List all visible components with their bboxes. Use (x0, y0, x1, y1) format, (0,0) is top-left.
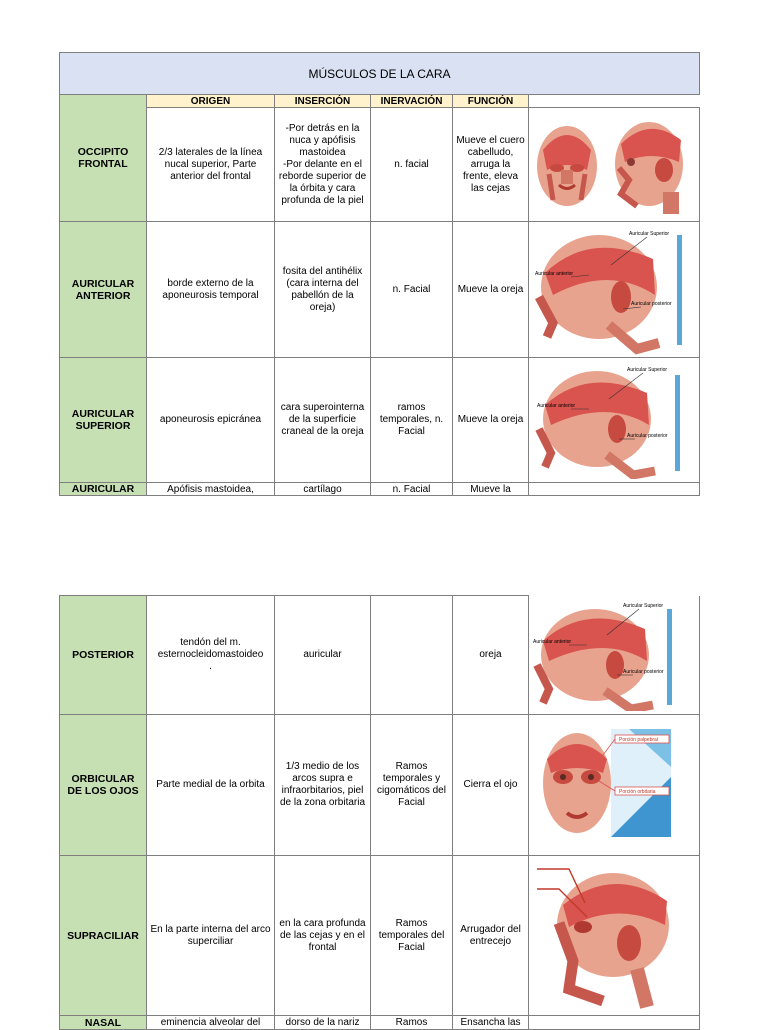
face-muscles-illustration (529, 110, 694, 220)
cell-inervacion (371, 596, 453, 715)
cell-insercion: dorso de la nariz (275, 1016, 371, 1030)
label-auricular-anterior: Auricular anterior (533, 638, 572, 645)
cell-origen: aponeurosis epicránea (147, 358, 275, 483)
muscle-name-supraciliar: SUPRACILIAR (60, 856, 147, 1016)
header-insercion: INSERCIÓN (275, 95, 371, 108)
cell-funcion: Mueve la oreja (453, 358, 529, 483)
label-auricular-superior: Auricular Superior (623, 602, 664, 609)
label-auricular-posterior: Auricular posterior (627, 433, 668, 439)
cell-inervacion: n. Facial (371, 483, 453, 496)
muscle-name-auricular-cut: AURICULAR (60, 483, 147, 496)
head-auricular-illustration (529, 225, 694, 355)
cell-funcion: Cierra el ojo (453, 715, 529, 856)
figure-empty-cell (529, 483, 700, 496)
cell-insercion: 1/3 medio de los arcos supra e infraorbitarios, piel de la zona orbitaria (275, 715, 371, 856)
muscle-table-top (59, 52, 700, 496)
cell-funcion: Mueve la (453, 483, 529, 496)
muscle-table-bottom (59, 595, 700, 1030)
figure-occipito-frontal (529, 108, 700, 222)
head-supraciliar-illustration (529, 861, 694, 1011)
figure-auricular-anterior (529, 222, 700, 358)
cell-funcion: Mueve el cuero cabelludo, arruga la frente, eleva las cejas (453, 108, 529, 222)
cell-inervacion: n. Facial (371, 222, 453, 358)
cell-origen: eminencia alveolar del (147, 1016, 275, 1030)
muscle-name-auricular-superior: AURICULAR SUPERIOR (60, 358, 147, 483)
head-auricular-illustration (529, 599, 694, 711)
cell-insercion: en la cara profunda de las cejas y en el frontal (275, 856, 371, 1016)
cell-funcion: Ensancha las (453, 1016, 529, 1030)
label-porcion-palpebral: Porción palpebral (619, 737, 658, 743)
cell-origen: borde externo de la aponeurosis temporal (147, 222, 275, 358)
head-auricular-illustration (529, 361, 694, 479)
cell-funcion: Arrugador del entrecejo (453, 856, 529, 1016)
label-auricular-posterior: Auricular posterior (623, 668, 664, 675)
muscle-name-nasal-cut: NASAL (60, 1016, 147, 1030)
cell-insercion: cartílago (275, 483, 371, 496)
cell-insercion: auricular (275, 596, 371, 715)
figure-orbicular-ojos (529, 715, 700, 856)
cell-funcion: oreja (453, 596, 529, 715)
label-auricular-anterior: Auricular anterior (537, 403, 576, 409)
cell-inervacion: Ramos temporales del Facial (371, 856, 453, 1016)
cell-insercion: cara superointerna de la superficie craneal de la oreja (275, 358, 371, 483)
figure-auricular-superior (529, 358, 700, 483)
cell-origen: Apófisis mastoidea, (147, 483, 275, 496)
muscle-name-posterior: POSTERIOR (60, 596, 147, 715)
cell-origen: tendón del m. esternocleidomastoideo . (147, 596, 275, 715)
table-title: MÚSCULOS DE LA CARA (60, 53, 700, 95)
label-auricular-anterior: Auricular anterior (535, 270, 574, 277)
header-blank (529, 95, 700, 108)
figure-supraciliar (529, 856, 700, 1016)
cell-inervacion: ramos temporales, n. Facial (371, 358, 453, 483)
muscle-name-auricular-anterior: AURICULAR ANTERIOR (60, 222, 147, 358)
cell-inervacion: Ramos (371, 1016, 453, 1030)
cell-inervacion: Ramos temporales y cigomáticos del Facial (371, 715, 453, 856)
face-orbicular-illustration (529, 717, 694, 853)
cell-origen: En la parte interna del arco superciliar (147, 856, 275, 1016)
label-porcion-orbitaria: Porción orbitaria (619, 789, 656, 795)
cell-insercion: fosita del antihélix (cara interna del pabellón de la oreja) (275, 222, 371, 358)
muscle-name-orbicular-ojos: ORBICULAR DE LOS OJOS (60, 715, 147, 856)
header-funcion: FUNCIÓN (453, 95, 529, 108)
cell-origen: Parte medial de la orbita (147, 715, 275, 856)
label-auricular-posterior: Auricular posterior (631, 300, 672, 307)
label-auricular-superior: Auricular Superior (629, 230, 670, 237)
cell-funcion: Mueve la oreja (453, 222, 529, 358)
label-auricular-superior: Auricular Superior (627, 367, 668, 373)
figure-empty-cell (529, 1016, 700, 1030)
cell-origen: 2/3 laterales de la línea nucal superior, Parte anterior del frontal (147, 108, 275, 222)
cell-inervacion: n. facial (371, 108, 453, 222)
cell-insercion: -Por detrás en la nuca y apófisis mastoidea -Por delante en el reborde superior de la órbita y cara profunda de la piel (275, 108, 371, 222)
figure-auricular-posterior (529, 596, 700, 715)
header-origen: ORIGEN (147, 95, 275, 108)
header-inervacion: INERVACIÓN (371, 95, 453, 108)
muscle-name-occipito-frontal: OCCIPITO FRONTAL (60, 95, 147, 222)
